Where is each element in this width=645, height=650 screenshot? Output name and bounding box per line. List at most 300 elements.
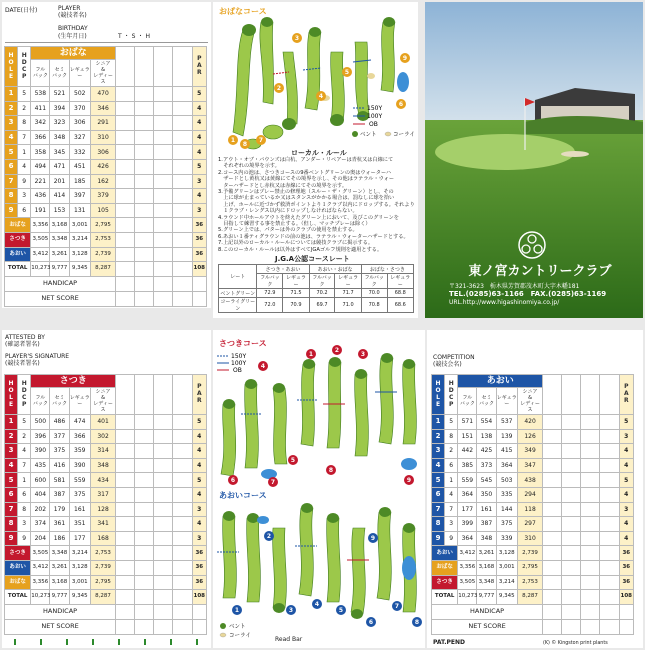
- subtotal-yardage: 3,261: [50, 247, 69, 262]
- score-cell[interactable]: [562, 429, 581, 444]
- subtotal-yardage: 9,777: [477, 590, 496, 605]
- rating-value: 71.5: [283, 289, 309, 298]
- hole-par: 4: [619, 517, 633, 532]
- score-cell[interactable]: [116, 218, 135, 233]
- hole-number: 6: [432, 487, 445, 502]
- hole-yardage: 153: [50, 203, 69, 218]
- score-cell[interactable]: [173, 619, 192, 634]
- hole-yardage: 332: [69, 145, 91, 160]
- subtotal-yardage: 3,412: [458, 546, 477, 561]
- rating-value: 68.6: [387, 298, 413, 313]
- score-cell[interactable]: [173, 473, 192, 488]
- score-cell[interactable]: [116, 502, 135, 517]
- hole-yardage: 538: [31, 87, 50, 102]
- score-cell[interactable]: [173, 101, 192, 116]
- score-cell[interactable]: [173, 575, 192, 590]
- score-cell[interactable]: [600, 458, 619, 473]
- score-cell[interactable]: [154, 429, 173, 444]
- score-cell[interactable]: [116, 546, 135, 561]
- score-cell[interactable]: [154, 174, 173, 189]
- score-cell[interactable]: [154, 487, 173, 502]
- score-cell[interactable]: [154, 502, 173, 517]
- score-cell[interactable]: [600, 502, 619, 517]
- score-cell[interactable]: [600, 487, 619, 502]
- score-cell[interactable]: [154, 87, 173, 102]
- score-cell[interactable]: [192, 619, 206, 634]
- score-cell[interactable]: [116, 116, 135, 131]
- score-cell[interactable]: [600, 517, 619, 532]
- score-cell[interactable]: [543, 458, 562, 473]
- score-cell[interactable]: [581, 619, 600, 634]
- hole-number: 4: [432, 458, 445, 473]
- score-cell[interactable]: [135, 174, 154, 189]
- birthday-label-jp: (生年月日): [58, 33, 87, 40]
- score-cell[interactable]: [135, 560, 154, 575]
- score-cell[interactable]: [135, 218, 154, 233]
- score-cell[interactable]: [116, 429, 135, 444]
- score-cell[interactable]: [173, 130, 192, 145]
- hole-hdcp: 8: [18, 116, 31, 131]
- score-cell[interactable]: [173, 444, 192, 459]
- hole-row: [5, 145, 207, 160]
- score-cell[interactable]: [135, 276, 154, 291]
- hole-yardage: 161: [69, 502, 91, 517]
- hole-yardage: 600: [31, 473, 50, 488]
- score-cell[interactable]: [562, 458, 581, 473]
- score-cell[interactable]: [154, 276, 173, 291]
- score-cell[interactable]: [581, 517, 600, 532]
- hole-yardage: 377: [50, 429, 69, 444]
- score-cell[interactable]: [173, 87, 192, 102]
- score-cell[interactable]: [173, 546, 192, 561]
- score-cell[interactable]: [600, 575, 619, 590]
- score-table-grid: [4, 46, 207, 307]
- score-cell[interactable]: [135, 604, 154, 619]
- hole-number: 3: [5, 444, 18, 459]
- hole-row: [5, 116, 207, 131]
- score-cell[interactable]: [581, 415, 600, 430]
- svg-text:3: 3: [288, 607, 294, 614]
- score-cell[interactable]: [173, 218, 192, 233]
- score-cell[interactable]: [135, 444, 154, 459]
- score-cell[interactable]: [543, 517, 562, 532]
- score-cell[interactable]: [116, 517, 135, 532]
- hole-yardage: 471: [50, 159, 69, 174]
- hole-yardage: 486: [50, 415, 69, 430]
- subtotal-yardage: 3,356: [458, 560, 477, 575]
- hole-par: 5: [619, 415, 633, 430]
- score-cell[interactable]: [154, 189, 173, 204]
- hole-par: 4: [192, 458, 206, 473]
- score-cell[interactable]: [581, 531, 600, 546]
- hole-number: 5: [5, 473, 18, 488]
- hole-yardage: 394: [50, 101, 69, 116]
- score-cell[interactable]: [619, 604, 633, 619]
- score-cell[interactable]: [543, 502, 562, 517]
- hole-yardage: 131: [69, 203, 91, 218]
- score-cell[interactable]: [135, 247, 154, 262]
- svg-text:1: 1: [234, 607, 240, 614]
- score-cell[interactable]: [562, 473, 581, 488]
- score-cell[interactable]: [581, 473, 600, 488]
- score-cell[interactable]: [135, 203, 154, 218]
- rating-subheader: レギュラー: [283, 274, 309, 289]
- course-rating-table: [218, 264, 414, 313]
- score-cell[interactable]: [154, 203, 173, 218]
- hole-hdcp: 7: [18, 458, 31, 473]
- score-entry-header: [173, 375, 192, 415]
- hole-hdcp: 2: [18, 429, 31, 444]
- hole-hdcp: 3: [445, 517, 458, 532]
- score-cell[interactable]: [135, 262, 154, 277]
- score-cell[interactable]: [543, 590, 562, 605]
- subtotal-yardage: 9,777: [50, 590, 69, 605]
- hole-par: 4: [192, 116, 206, 131]
- local-rule-line: 2.コース内の池は、さつきコースの9番ベントグリーンの奥はウォーターハ: [218, 169, 392, 176]
- score-cell[interactable]: [135, 458, 154, 473]
- hole-yardage: 128: [91, 502, 116, 517]
- score-cell[interactable]: [581, 546, 600, 561]
- rating-subheader: フルバック: [309, 274, 335, 289]
- hole-row: [432, 502, 634, 517]
- score-cell[interactable]: [562, 604, 581, 619]
- score-cell[interactable]: [154, 444, 173, 459]
- rating-row: [219, 289, 414, 298]
- subtotal-par: 36: [619, 575, 633, 590]
- score-cell[interactable]: [154, 262, 173, 277]
- score-cell[interactable]: [581, 429, 600, 444]
- score-entry-header: [173, 47, 192, 87]
- score-cell[interactable]: [154, 575, 173, 590]
- score-cell[interactable]: [154, 560, 173, 575]
- subtotal-yardage: 3,261: [50, 560, 69, 575]
- score-cell[interactable]: [135, 473, 154, 488]
- net-label: NET SCORE: [432, 619, 543, 634]
- hole-row: [432, 458, 634, 473]
- hole-row: [5, 487, 207, 502]
- score-cell[interactable]: [135, 291, 154, 306]
- subtotal-yardage: 3,214: [496, 575, 518, 590]
- score-cell[interactable]: [116, 262, 135, 277]
- handicap-label: HANDICAP: [5, 276, 116, 291]
- score-cell[interactable]: [173, 415, 192, 430]
- score-cell[interactable]: [173, 247, 192, 262]
- score-cell[interactable]: [600, 429, 619, 444]
- aoi-score-table: [431, 374, 634, 635]
- score-cell[interactable]: [116, 87, 135, 102]
- score-cell[interactable]: [116, 619, 135, 634]
- score-cell[interactable]: [135, 590, 154, 605]
- hole-row: [5, 203, 207, 218]
- subtotal-row: [5, 262, 207, 277]
- score-cell[interactable]: [173, 262, 192, 277]
- score-cell[interactable]: [116, 575, 135, 590]
- score-cell[interactable]: [173, 145, 192, 160]
- hole-hdcp: 5: [445, 415, 458, 430]
- score-cell[interactable]: [116, 232, 135, 247]
- score-cell[interactable]: [562, 560, 581, 575]
- score-cell[interactable]: [154, 116, 173, 131]
- score-cell[interactable]: [116, 473, 135, 488]
- score-cell[interactable]: [154, 546, 173, 561]
- score-cell[interactable]: [562, 531, 581, 546]
- score-cell[interactable]: [619, 619, 633, 634]
- hole-yardage: 503: [496, 473, 518, 488]
- score-cell[interactable]: [173, 189, 192, 204]
- score-cell[interactable]: [173, 502, 192, 517]
- score-cell[interactable]: [562, 590, 581, 605]
- hole-row: [432, 531, 634, 546]
- hole-par: 4: [619, 444, 633, 459]
- score-cell[interactable]: [154, 517, 173, 532]
- score-cell[interactable]: [154, 531, 173, 546]
- score-cell[interactable]: [154, 232, 173, 247]
- score-cell[interactable]: [581, 590, 600, 605]
- score-cell[interactable]: [581, 604, 600, 619]
- legend-ob-2: OB: [233, 367, 242, 374]
- score-cell[interactable]: [154, 619, 173, 634]
- score-cell[interactable]: [135, 531, 154, 546]
- score-cell[interactable]: [562, 415, 581, 430]
- hole-yardage: 396: [31, 429, 50, 444]
- score-cell[interactable]: [135, 502, 154, 517]
- score-cell[interactable]: [135, 232, 154, 247]
- hole-number: 1: [432, 415, 445, 430]
- score-cell[interactable]: [116, 101, 135, 116]
- svg-text:7: 7: [270, 479, 276, 486]
- score-cell[interactable]: [154, 218, 173, 233]
- tee-header-regular: レギュラー: [69, 60, 91, 87]
- hole-yardage: 494: [31, 159, 50, 174]
- score-cell[interactable]: [173, 276, 192, 291]
- score-cell[interactable]: [543, 604, 562, 619]
- score-cell[interactable]: [173, 116, 192, 131]
- score-cell[interactable]: [154, 145, 173, 160]
- score-cell[interactable]: [116, 189, 135, 204]
- hole-hdcp: 6: [445, 458, 458, 473]
- score-cell[interactable]: [135, 546, 154, 561]
- score-cell[interactable]: [562, 619, 581, 634]
- hole-number: 7: [5, 174, 18, 189]
- hole-number: 9: [5, 531, 18, 546]
- score-cell[interactable]: [116, 203, 135, 218]
- score-cell[interactable]: [173, 291, 192, 306]
- score-cell[interactable]: [600, 531, 619, 546]
- hole-number: 6: [5, 159, 18, 174]
- hole-yardage: 310: [91, 130, 116, 145]
- subtotal-par: 36: [192, 247, 206, 262]
- hole-hdcp: 7: [18, 130, 31, 145]
- score-cell[interactable]: [154, 415, 173, 430]
- score-cell[interactable]: [173, 487, 192, 502]
- score-cell[interactable]: [173, 232, 192, 247]
- score-cell[interactable]: [543, 487, 562, 502]
- score-cell[interactable]: [116, 604, 135, 619]
- score-cell[interactable]: [116, 487, 135, 502]
- score-cell[interactable]: [192, 276, 206, 291]
- subtotal-row: [432, 575, 634, 590]
- rating-value: 68.8: [387, 289, 413, 298]
- hole-yardage: 474: [69, 415, 91, 430]
- svg-text:4: 4: [260, 363, 266, 370]
- hole-hdcp: 9: [18, 174, 31, 189]
- score-cell[interactable]: [173, 604, 192, 619]
- score-cell[interactable]: [135, 429, 154, 444]
- score-cell[interactable]: [173, 531, 192, 546]
- score-cell[interactable]: [135, 189, 154, 204]
- score-cell[interactable]: [581, 575, 600, 590]
- score-cell[interactable]: [600, 619, 619, 634]
- score-cell[interactable]: [543, 444, 562, 459]
- score-cell[interactable]: [116, 130, 135, 145]
- score-cell[interactable]: [600, 546, 619, 561]
- local-rule-line: 目指して練習する事を禁止する。（但し、マッチプレーは除く）: [218, 221, 371, 228]
- score-cell[interactable]: [173, 517, 192, 532]
- hole-yardage: 359: [69, 444, 91, 459]
- score-cell[interactable]: [173, 458, 192, 473]
- attested-label: ATTESTED BY: [5, 334, 45, 341]
- hole-yardage: 451: [69, 159, 91, 174]
- score-cell[interactable]: [562, 517, 581, 532]
- score-cell[interactable]: [135, 487, 154, 502]
- score-cell[interactable]: [581, 502, 600, 517]
- score-cell[interactable]: [173, 429, 192, 444]
- score-cell[interactable]: [173, 560, 192, 575]
- score-cell[interactable]: [116, 276, 135, 291]
- subtotal-yardage: 3,214: [69, 232, 91, 247]
- score-cell[interactable]: [600, 415, 619, 430]
- score-cell[interactable]: [581, 560, 600, 575]
- score-cell[interactable]: [543, 473, 562, 488]
- score-cell[interactable]: [154, 604, 173, 619]
- score-cell[interactable]: [154, 590, 173, 605]
- score-cell[interactable]: [116, 174, 135, 189]
- score-cell[interactable]: [154, 291, 173, 306]
- score-cell[interactable]: [116, 531, 135, 546]
- score-cell[interactable]: [543, 531, 562, 546]
- score-cell[interactable]: [173, 159, 192, 174]
- subtotal-yardage: 3,356: [31, 575, 50, 590]
- score-cell[interactable]: [173, 590, 192, 605]
- score-cell[interactable]: [116, 590, 135, 605]
- score-cell[interactable]: [581, 444, 600, 459]
- score-cell[interactable]: [600, 473, 619, 488]
- score-cell[interactable]: [562, 444, 581, 459]
- subtotal-yardage: 3,356: [31, 218, 50, 233]
- svg-text:8: 8: [414, 619, 420, 626]
- score-cell[interactable]: [543, 546, 562, 561]
- score-cell[interactable]: [562, 487, 581, 502]
- svg-text:8: 8: [328, 467, 334, 474]
- score-cell[interactable]: [600, 604, 619, 619]
- score-cell[interactable]: [581, 487, 600, 502]
- rating-subheader: フルバック: [257, 274, 283, 289]
- score-cell[interactable]: [116, 444, 135, 459]
- score-cell[interactable]: [135, 101, 154, 116]
- hole-yardage: 397: [69, 189, 91, 204]
- legend-bent: ベント: [360, 132, 377, 138]
- score-cell[interactable]: [600, 560, 619, 575]
- score-cell[interactable]: [600, 590, 619, 605]
- score-cell[interactable]: [135, 116, 154, 131]
- hole-hdcp: 4: [18, 444, 31, 459]
- tee-header-semi: セミ バック: [50, 60, 69, 87]
- score-cell[interactable]: [135, 145, 154, 160]
- hole-yardage: 221: [31, 174, 50, 189]
- score-cell[interactable]: [116, 159, 135, 174]
- club-address: 〒321-3623 栃木県芳賀郡茂木町大字木幡181: [449, 283, 580, 290]
- score-cell[interactable]: [543, 429, 562, 444]
- score-cell[interactable]: [116, 247, 135, 262]
- score-cell[interactable]: [154, 458, 173, 473]
- hole-header-text: HOLE: [7, 379, 15, 408]
- score-cell[interactable]: [154, 101, 173, 116]
- hole-hdcp: 5: [18, 87, 31, 102]
- score-cell[interactable]: [116, 145, 135, 160]
- score-cell[interactable]: [192, 604, 206, 619]
- hole-hdcp: 4: [18, 159, 31, 174]
- score-entry-header: [154, 47, 173, 87]
- score-cell[interactable]: [600, 444, 619, 459]
- hole-yardage: 168: [91, 531, 116, 546]
- hole-yardage: 138: [477, 429, 496, 444]
- subtotal-yardage: 3,505: [458, 575, 477, 590]
- hole-hdcp: 6: [18, 487, 31, 502]
- score-entry-header: [116, 375, 135, 415]
- legend-korai-2: コーライ: [229, 633, 251, 639]
- subtotal-row: [5, 546, 207, 561]
- score-cell[interactable]: [154, 473, 173, 488]
- subtotal-yardage: 8,287: [91, 590, 116, 605]
- score-cell[interactable]: [562, 502, 581, 517]
- score-cell[interactable]: [154, 247, 173, 262]
- score-cell[interactable]: [135, 87, 154, 102]
- score-cell[interactable]: [116, 458, 135, 473]
- score-cell[interactable]: [543, 575, 562, 590]
- score-cell[interactable]: [543, 415, 562, 430]
- hole-yardage: 366: [31, 130, 50, 145]
- rating-row: [219, 298, 414, 313]
- score-cell[interactable]: [562, 546, 581, 561]
- score-cell[interactable]: [116, 560, 135, 575]
- score-cell[interactable]: [543, 619, 562, 634]
- score-cell[interactable]: [116, 291, 135, 306]
- hole-number: 2: [5, 429, 18, 444]
- score-cell[interactable]: [173, 174, 192, 189]
- hole-yardage: 559: [458, 473, 477, 488]
- score-cell[interactable]: [581, 458, 600, 473]
- svg-text:2: 2: [266, 533, 272, 540]
- score-cell[interactable]: [154, 130, 173, 145]
- score-cell[interactable]: [135, 575, 154, 590]
- score-cell[interactable]: [135, 159, 154, 174]
- score-cell[interactable]: [154, 159, 173, 174]
- subtotal-par: 36: [619, 546, 633, 561]
- score-cell[interactable]: [173, 203, 192, 218]
- hole-yardage: 302: [91, 429, 116, 444]
- score-cell[interactable]: [135, 130, 154, 145]
- hole-par: 3: [192, 203, 206, 218]
- score-cell[interactable]: [135, 415, 154, 430]
- competition-label-jp: (競技会名): [433, 361, 462, 368]
- score-cell[interactable]: [135, 517, 154, 532]
- score-cell[interactable]: [135, 619, 154, 634]
- score-cell[interactable]: [192, 291, 206, 306]
- score-cell[interactable]: [116, 415, 135, 430]
- score-cell[interactable]: [543, 560, 562, 575]
- subtotal-yardage: 9,777: [50, 262, 69, 277]
- score-cell[interactable]: [562, 575, 581, 590]
